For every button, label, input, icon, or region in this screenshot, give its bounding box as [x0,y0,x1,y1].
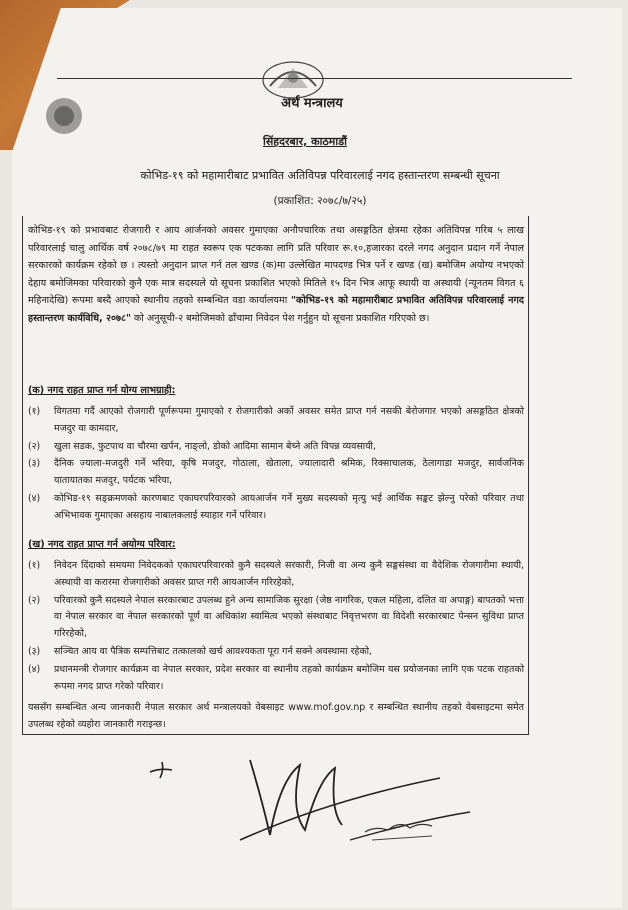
list-item: (२) खुला सडक, फुटपाथ वा चौरमा खर्पन, नाङ्लो, डोको आदिमा सामान बेच्ने अति विपन्न व्यवसायी, [28,440,376,452]
list-item: (४) कोभिड-१९ सङ्क्रमणको कारणबाट एकाघरपरिवारको आयआर्जन गर्ने मुख्य सदस्यको मृत्यु भई आर्थिक सङ्कट झेल्नु परेको परिवार तथा अभिभावक गुमाएका असहाय नाबालकलाई स्याहार गर्ने परिवार। [28,492,524,521]
list-item: (२) परिवारको कुनै सदस्यले नेपाल सरकारबाट उपलब्ध हुने अन्य सामाजिक सुरक्षा (जेष्ठ नागरिक, एकल महिला, दलित वा अपाङ्ग) बापतको भत्ता वा नेपाल सरकार वा नेपाल सरकारको पूर्ण वा अधिकांश स्वामित्व भएको संस्थाबाट निवृत्तभरण वा विदेशी सरकारबाट पेन्सन सुविधा प्राप्त गरिरहेको, [28,594,524,640]
list-item: (४) प्रधानमन्त्री रोजगार कार्यक्रम वा नेपाल सरकार, प्रदेश सरकार वा स्थानीय तहको कार्यक्रम बमोजिम यस प्रयोजनका लागि एक पटक राहतको रूपमा नगद प्राप्त गरेको परिवार। [28,663,524,692]
ministry-name: अर्थ मन्त्रालय [281,96,343,111]
handwritten-signature [0,740,628,910]
intro-paragraph [28,222,524,328]
procedure-name: "कोभिड-१९ को महामारीबाट प्रभावित अतिविपन्न परिवारलाई नगद हस्तान्तरण कार्यविधि, २०७८" [28,295,524,324]
header-rule [57,78,572,79]
list-item: (३) दैनिक ज्याला-मजदुरी गर्ने भरिया, कृषि मजदुर, गोठाला, खेताला, ज्यालादारी श्रमिक, रिक्साचालक, ठेलागाडा मजदुर, सार्वजनिक यातायातका मजदुर, पर्यटक भरिया, [28,458,524,487]
intro-text-2: को अनुसूची-२ बमोजिमको ढाँचामा निवेदन पेश गर्नुहुन यो सूचना प्रकाशित गरिएको छ। [130,312,430,324]
ineligible-list [28,558,524,696]
office-address: सिंहदरबार, काठमाडौं [263,135,347,148]
footer-note: यससँग सम्बन्धित अन्य जानकारी नेपाल सरकार अर्थ मन्त्रालयको वेबसाइट www.mof.gov.np र सम्बन्धित स्थानीय तहको वेबसाइटमा समेत उपलब्ध रहेको व्यहोरा जानकारी गराइन्छ। [28,702,524,730]
list-item: (१) विगतमा गर्दै आएको रोजगारी पूर्णरूपमा गुमाएको र रोजगारीको अर्को अवसर समेत प्राप्त गर्न नसकी बेरोजगार भएको असङ्गठित क्षेत्रको मजदुर वा कामदार, [28,406,524,434]
eligible-list [28,404,524,526]
section-b-heading: (ख) नगद राहत प्राप्त गर्न अयोग्य परिवार: [28,539,176,550]
list-item: (१) निवेदन दिंदाको समयमा निवेदकको एकाघरपरिवारको कुनै सदस्यले सरकारी, निजी वा अन्य कुनै सङ्घसंस्था वा वैदेशिक रोजगारीमा स्थायी, अस्थायी वा करारमा रोजगारीको अवसर प्राप्त गरी आयआर्जन गरिरहेको, [28,560,524,588]
notice-title: कोभिड-१९ को महामारीबाट प्रभावित अतिविपन्न परिवारलाई नगद हस्तान्तरण सम्बन्धी सूचना [140,169,500,182]
stamp-icon [40,88,88,148]
section-a-heading: (क) नगद राहत प्राप्त गर्न योग्य लाभग्राही: [28,385,176,396]
published-date: (प्रकाशित: २०७८/७/२५) [273,195,367,207]
intro-text-1: कोभिड-१९ को प्रभावबाट रोजगारी र आय आर्जनको अवसर गुमाएका अनौपचारिक तथा असङ्गठित क्षेत्रमा रहेका अतिविपन्न गरिब ५ लाख परिवारलाई चालु आर्थिक वर्ष २०७८/७९ मा राहत स्वरूप एक पटकका लागि प्रति परिवार रू.१०,हजारका दरले नगद अनुदान प्रदान गर्ने नेपाल सरकारको कार्यक्रम रहेको छ । त्यस्तो अनुदान प्राप्त गर्न तल खण्ड (क)मा उल्लेखित मापदण्ड भित्र पर्ने र खण्ड (ख) बमोजिम अयोग्य नभएको देहाय बमोजिमका परिवारको कुनै एक मात्र सदस्यले यो सूचना प्रकाशित भएको मितिले १५ दिन भित्र आफू स्थायी वा अस्थायी (न्यूनतम विगत ६ महिनादेखि) रूपमा बस्दै आएको स्थानीय तहको सम्बन्धित वडा कार्यालयमा [28,225,524,307]
list-item: (३) सञ्चित आय वा पैत्रिक सम्पत्तिबाट तत्कालको खर्च आवश्यकता पूरा गर्न सक्ने अवस्थामा रहेको, [28,645,372,657]
